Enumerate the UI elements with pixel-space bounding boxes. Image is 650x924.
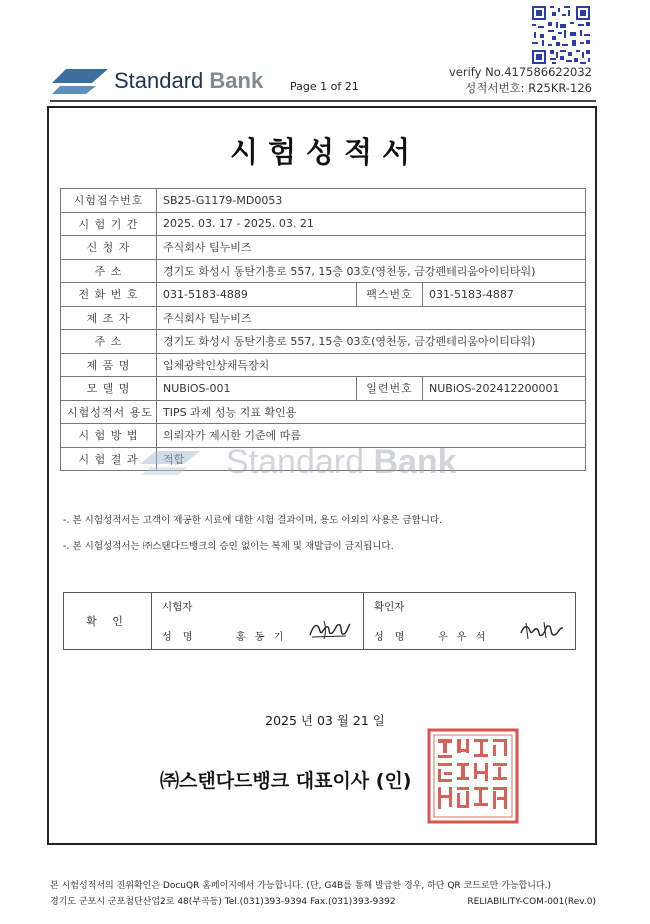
info-value: 031-5183-4887 — [423, 283, 586, 307]
signature-icon — [306, 617, 354, 643]
info-row-test-period — [61, 212, 586, 236]
info-label: 제 품 명 — [61, 353, 157, 377]
issue-date: 2025 년 03 월 21 일 — [265, 713, 385, 728]
info-value: 031-5183-4889 — [157, 283, 357, 307]
info-row-phone-fax — [61, 283, 586, 307]
info-row-purpose — [61, 400, 586, 424]
representative-signature-line: ㈜스탠다드뱅크 대표이사 (인) — [160, 770, 412, 792]
note-usage: -. 본 시험성적서는 고객이 제공한 시료에 대한 시험 결과이며, 용도 이외의 사용은 금합니다. — [63, 515, 443, 526]
info-label: 팩스번호 — [357, 283, 423, 307]
info-row-applicant — [61, 236, 586, 260]
standard-bank-logo — [52, 66, 282, 100]
info-label: 주 소 — [61, 330, 157, 354]
info-value: 입체광학인상채득장치 — [157, 353, 586, 377]
footer — [50, 878, 596, 910]
verify-block — [449, 64, 592, 96]
company-seal-icon — [426, 727, 520, 825]
qr-code-icon — [530, 4, 592, 66]
info-label: 모 델 명 — [61, 377, 157, 401]
logo-wordmark — [114, 68, 263, 94]
info-row-test-method — [61, 424, 586, 448]
tester-name: 홍 동 기 — [236, 632, 287, 643]
info-label: 시험접수번호 — [61, 189, 157, 213]
logo-light-text: Standard — [114, 68, 210, 93]
info-row-receipt-number — [61, 189, 586, 213]
info-value: 의뢰자가 제시한 기준에 따름 — [157, 424, 586, 448]
info-row-applicant-address — [61, 259, 586, 283]
info-label: 주 소 — [61, 259, 157, 283]
footer-form-code: RELIABILITY-COM-001(Rev.0) — [467, 897, 596, 907]
info-value: 주식회사 팀누비즈 — [157, 236, 586, 260]
standard-bank-logo-icon — [52, 66, 108, 96]
logo-bold-text: Bank — [209, 68, 264, 93]
info-value: NUBiOS-001 — [157, 377, 357, 401]
info-row-model-serial — [61, 377, 586, 401]
verify-number: verify No.417586622032 — [448, 65, 592, 79]
note-reproduction: -. 본 시험성적서는 ㈜스탠다드뱅크의 승인 없이는 복제 및 재발급이 금지됩니다. — [63, 541, 394, 552]
test-info-table — [60, 188, 586, 471]
info-value: TIPS 과제 성능 지표 확인용 — [157, 400, 586, 424]
page-indicator: Page 1 of 21 — [290, 80, 359, 93]
tester-heading: 시험자 — [162, 601, 193, 613]
info-value: NUBiOS-202412200001 — [423, 377, 586, 401]
info-value: 적합 — [157, 447, 586, 471]
watermark-light-text: Standard — [226, 443, 374, 481]
info-value: 주식회사 팀누비즈 — [157, 306, 586, 330]
footer-verification-note: 본 시험성적서의 진위확인은 DocuQR 홈페이지에서 가능합니다. (단, G4B를 통해 발급한 경우, 하단 QR 코드로만 가능합니다.) — [50, 881, 552, 891]
approver-name-label: 성 명 — [374, 632, 409, 643]
tester-cell — [152, 593, 364, 650]
confirmation-table — [63, 592, 576, 650]
info-label: 시 험 결 과 — [61, 447, 157, 471]
info-label: 전 화 번 호 — [61, 283, 157, 307]
tester-name-label: 성 명 — [162, 632, 197, 643]
info-value: SB25-G1179-MD0053 — [157, 189, 586, 213]
info-row-product-name — [61, 353, 586, 377]
signature-icon — [518, 617, 566, 643]
document-title: 시험성적서 — [229, 135, 421, 169]
info-row-test-result — [61, 447, 586, 471]
info-label: 제 조 자 — [61, 306, 157, 330]
info-label: 시 험 기 간 — [61, 212, 157, 236]
approver-heading: 확인자 — [374, 601, 405, 613]
approver-cell — [364, 593, 576, 650]
info-label: 신 청 자 — [61, 236, 157, 260]
info-row-manufacturer — [61, 306, 586, 330]
info-label: 시험성적서 용도 — [61, 400, 157, 424]
certificate-number: 성적서번호: R25KR-126 — [465, 81, 592, 95]
header-divider — [50, 100, 596, 102]
info-label: 시 험 방 법 — [61, 424, 157, 448]
info-row-manufacturer-address — [61, 330, 586, 354]
info-label: 일련번호 — [357, 377, 423, 401]
info-value: 2025. 03. 17 - 2025. 03. 21 — [157, 212, 586, 236]
confirmation-label: 확 인 — [64, 593, 152, 650]
info-value: 경기도 화성시 동탄기흥로 557, 15층 03호(영천동, 금강펜테리움아이티타워) — [157, 330, 586, 354]
watermark-bold-text: Bank — [373, 443, 457, 481]
footer-address: 경기도 군포시 군포첨단산업2로 48(부곡동) Tel.(031)393-9394 Fax.(031)393-9392 — [50, 897, 396, 907]
info-value: 경기도 화성시 동탄기흥로 557, 15층 03호(영천동, 금강펜테리움아이티타워) — [157, 259, 586, 283]
approver-name: 우 우 석 — [438, 632, 489, 643]
